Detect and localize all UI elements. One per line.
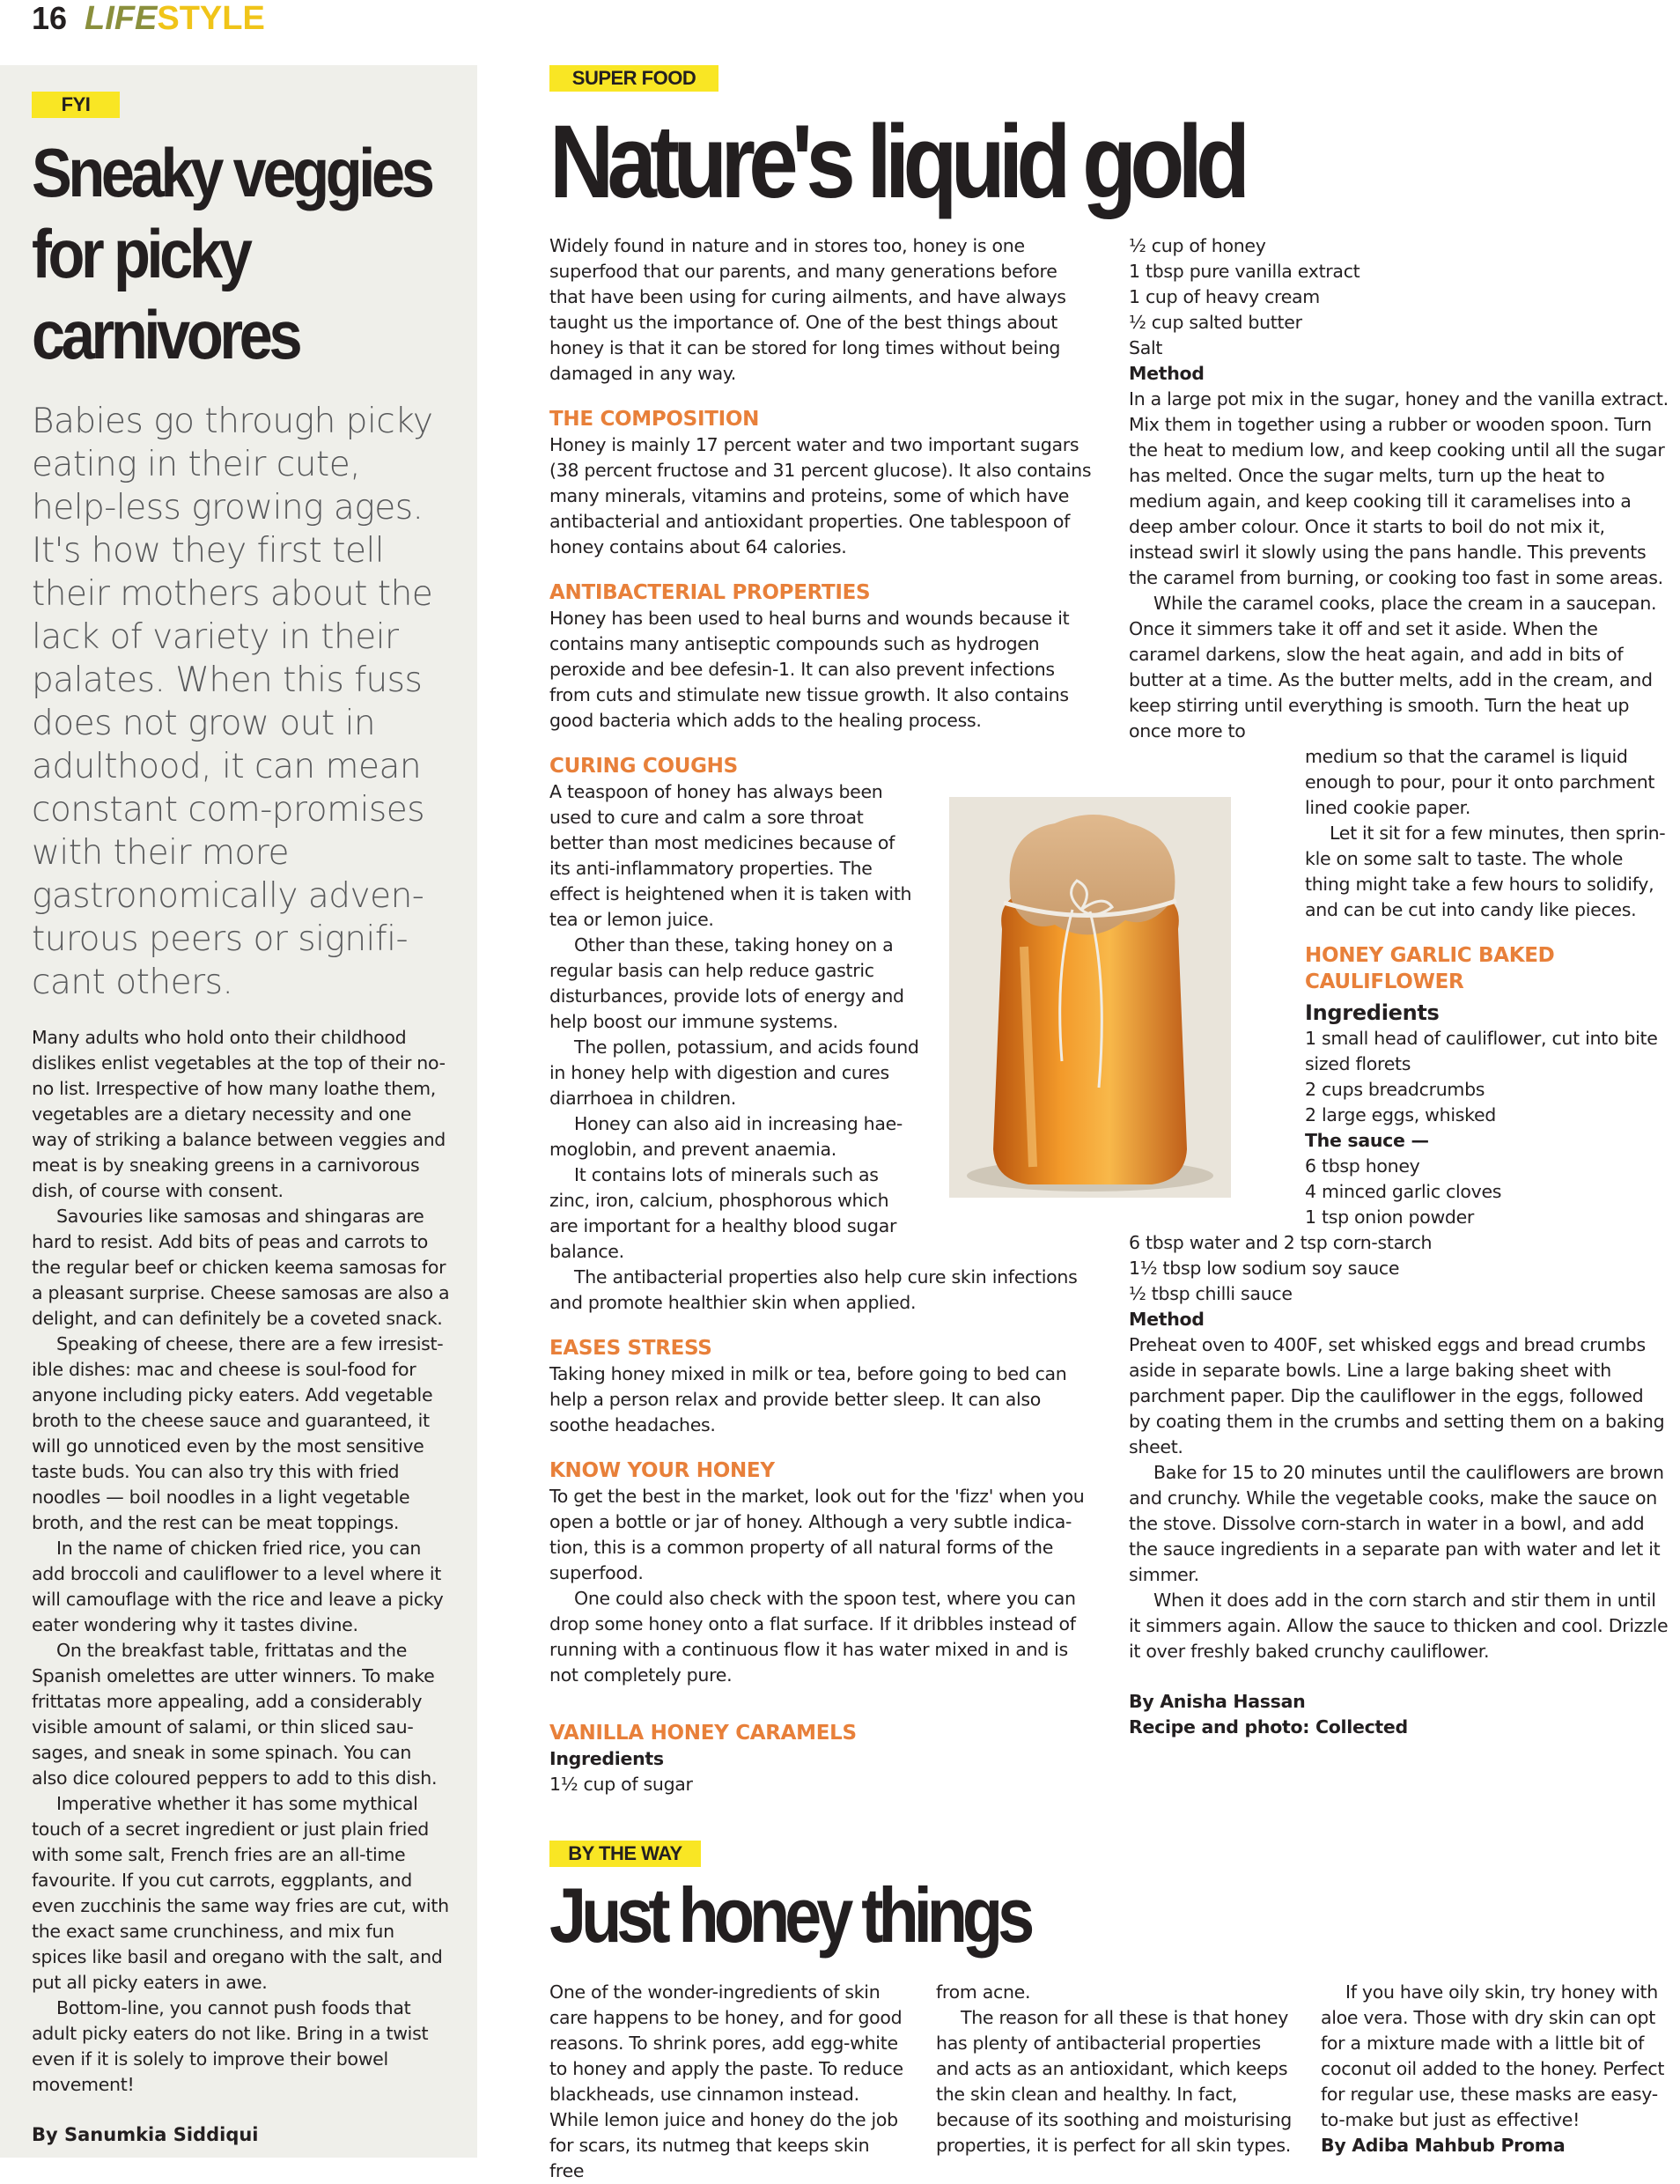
coughs-text: The pollen, potassium, and acids found in honey help with digestion and cures diarrhoea in children.: [549, 1037, 919, 1109]
cauliflower-ingredient: 6 tbsp water and 2 tsp corn-starch: [1129, 1232, 1433, 1253]
sidebar-paragraph: Imperative whether it has some mythical touch of a secret ingredient or just plain fried with some salt, French fries are an all-time favourite. If you cut carrots, eggplants, and even zucchinis the same way fries are cut, with the exact same crunchiness, and mix fun spices like basil and oregano with the salt, and put all picky eaters in awe.: [32, 1793, 449, 1993]
bottom-column-3: [1321, 1980, 1673, 2158]
bottom-column-2: [936, 1980, 1293, 2158]
caramel-ingredient: Salt: [1129, 337, 1163, 358]
cauliflower-ingredient: 1½ tbsp low sodium soy sauce: [1129, 1258, 1400, 1279]
coughs-wrap: [549, 779, 919, 1265]
caramel-ingredient: ½ cup of honey: [1129, 235, 1266, 256]
cauliflower-method: Bake for 15 to 20 minutes until the cauliflowers are brown and crunchy. While the vegetable cooks, make the sauce on the stove. Dissolve corn-starch in water in a bowl, and add the sauce ingredients in a separate pan with water and let it simmer.: [1129, 1462, 1664, 1585]
caramel-method: medium so that the caramel is liquid enough to pour, pour it onto parchment lined cookie paper.: [1305, 746, 1655, 818]
page-number: 16: [32, 0, 68, 36]
section-logo: [85, 0, 265, 38]
page-header: [32, 0, 265, 35]
coughs-heading: CURING COUGHS: [549, 755, 738, 778]
sidebar-body: [32, 1025, 451, 2098]
cauliflower-ingredient: 6 tbsp honey: [1305, 1155, 1420, 1177]
know-text: One could also check with the spoon test, where you can drop some honey onto a flat surface. If it dribbles instead of running with a continuous flow it has water mixed in and is not completely pure.: [549, 1588, 1076, 1686]
cauliflower-ingredient: 1 tsp onion powder: [1305, 1206, 1475, 1228]
cauliflower-ingredient: ½ tbsp chilli sauce: [1129, 1283, 1293, 1304]
sidebar-article: [0, 65, 477, 2158]
bottom-title: Just honey things: [549, 1871, 1030, 1959]
honey-jar-icon: [949, 797, 1231, 1198]
main-article-header: [549, 65, 1668, 220]
know-heading: KNOW YOUR HONEY: [549, 1459, 775, 1482]
caramel-ingredients-label: Ingredients: [549, 1748, 664, 1769]
stress-heading: EASES STRESS: [549, 1337, 712, 1360]
section-logo-style: STYLE: [157, 0, 265, 37]
main-byline: By Anisha Hassan: [1129, 1691, 1306, 1712]
bottom-tag-wrap: [549, 1841, 701, 1867]
cauliflower-ingredient: 4 minced garlic cloves: [1305, 1181, 1502, 1202]
know-text: To get the best in the market, look out for the 'fizz' when you open a bottle or jar of honey. Although a very subtle indica-tion, this is a common property of all natural forms of the superfood.: [549, 1486, 1085, 1583]
main-credit: Recipe and photo: Collected: [1129, 1716, 1408, 1738]
composition-heading: THE COMPOSITION: [549, 408, 760, 431]
coughs-text: It contains lots of minerals such as zinc, iron, calcium, phosphorous which are important for a healthy blood sugar balance.: [549, 1164, 897, 1262]
sidebar-tag: FYI: [32, 92, 120, 118]
bottom-tag: BY THE WAY: [549, 1841, 701, 1867]
caramel-ingredient: 1 cup of heavy cream: [1129, 286, 1320, 307]
bottom-byline: By Adiba Mahbub Proma: [1321, 2135, 1566, 2156]
cauliflower-sauce-label: The sauce —: [1305, 1130, 1429, 1151]
caramel-wrap: [1305, 744, 1669, 1230]
cauliflower-ingredient: 2 large eggs, whisked: [1305, 1104, 1496, 1125]
honey-jar-photo: [949, 797, 1231, 1198]
antibacterial-heading: ANTIBACTERIAL PROPERTIES: [549, 581, 871, 604]
caramel-method: Let it sit for a few minutes, then sprin-kle on some salt to taste. The whole thing might take a few hours to solidify, and can be cut into candy like pieces.: [1305, 823, 1666, 920]
caramel-ingredient: 1½ cup of sugar: [549, 1774, 693, 1795]
sidebar-paragraph: Speaking of cheese, there are a few irresist-ible dishes: mac and cheese is soul-food for anyone including picky eaters. Add vegetable broth to the cheese sauce and guaranteed, it will go unnoticed even by the most sensitive taste buds. You can also try this with fried noodles — boil noodles in a light vegetable broth, and the rest can be meat toppings.: [32, 1333, 444, 1533]
section-logo-life: LIFE: [85, 0, 158, 37]
cauliflower-method-label: Method: [1129, 1309, 1205, 1330]
sidebar-paragraph: In the name of chicken fried rice, you can add broccoli and cauliflower to a level where it will camouflage with the rice and leave a picky eater wondering why it tastes divine.: [32, 1538, 444, 1635]
main-tag: SUPER FOOD: [549, 65, 718, 92]
cauliflower-ingredient: 1 small head of cauliflower, cut into bite sized florets: [1305, 1028, 1658, 1074]
stress-text: Taking honey mixed in milk or tea, before going to bed can help a person relax and provide better sleep. It can also soothe headaches.: [549, 1363, 1067, 1435]
coughs-text: The antibacterial properties also help cure skin infections and promote healthier skin when applied.: [549, 1266, 1078, 1313]
main-intro: Widely found in nature and in stores too, honey is one superfood that our parents, and many generations before that have been using for curing ailments, and have always taught us the importance of. One of the best things about honey is that it can be stored for long times without being damaged in any way.: [549, 235, 1066, 384]
sidebar-paragraph: Savouries like samosas and shingaras are hard to resist. Add bits of peas and carrots to the regular beef or chicken keema samosas for a pleasant surprise. Cheese samosas are also a delight, and can definitely be a coveted snack.: [32, 1206, 450, 1329]
sidebar-byline: By Sanumkia Siddiqui: [32, 2124, 259, 2145]
cauliflower-heading: HONEY GARLIC BAKED CAULIFLOWER: [1305, 944, 1555, 993]
caramel-method-label: Method: [1129, 363, 1205, 384]
composition-text: Honey is mainly 17 percent water and two important sugars (38 percent fructose and 31 percent glucose). It also contains many minerals, vitamins and proteins, some of which have antibacterial and antioxidant properties. One tablespoon of honey contains about 64 calories.: [549, 434, 1092, 557]
coughs-text: Other than these, taking honey on a regular basis can help reduce gastric disturbances, provide lots of energy and help boost our immune systems.: [549, 934, 904, 1032]
cauliflower-ingredients-label: Ingredients: [1305, 1000, 1440, 1025]
cauliflower-ingredient: 2 cups breadcrumbs: [1305, 1079, 1485, 1100]
caramel-heading: VANILLA HONEY CARAMELS: [549, 1722, 857, 1745]
caramel-method: While the caramel cooks, place the cream in a saucepan. Once it simmers take it off and set it aside. When the caramel darkens, slow the heat again, and add in bits of butter at a time. As the butter melts, add in the cream, and keep stirring until everything is smooth. Turn the heat up once more to: [1129, 593, 1657, 742]
caramel-ingredient: ½ cup salted butter: [1129, 312, 1302, 333]
bottom-text: from acne.: [936, 1981, 1031, 2003]
sidebar-title: Sneaky veggies for picky carnivores: [32, 134, 431, 373]
main-title: Nature's liquid gold: [549, 104, 1244, 220]
bottom-text: If you have oily skin, try honey with aloe vera. Those with dry skin can opt for a mixture made with a little bit of coconut oil added to the honey. Perfect for regular use, these masks are easy-to-make but just as effective!: [1321, 1981, 1665, 2130]
sidebar-paragraph: Bottom-line, you cannot push foods that adult picky eaters do not like. Bring in a twist even if it is solely to improve their bowel movement!: [32, 1997, 429, 2095]
sidebar-paragraph: On the breakfast table, frittatas and the Spanish omelettes are utter winners. To make frittatas more appealing, add a considerably visible amount of salami, or thin sliced sau-sages, and sneak in some spinach. You can also dice coloured peppers to add to this dish.: [32, 1640, 438, 1789]
sidebar-deck: Babies go through picky eating in their cute, help-less growing ages. It's how they first tell their mothers about the lack of variety in their palates. When this fuss does not grow out in adulthood, it can mean constant com-promises with their more gastronomically adven-turous peers or signifi-cant others.: [32, 402, 433, 1002]
bottom-column-1: [549, 1980, 906, 2184]
caramel-method: In a large pot mix in the sugar, honey and the vanilla extract. Mix them in together using a rubber or wooden spoon. Turn the heat to medium low, and keep cooking until all the sugar has melted. Once the sugar melts, turn up the heat to medium again, and keep cooking till it caramelises into a deep amber colour. Once it starts to boil do not mix it, instead swirl it slowly using the pans handle. This prevents the caramel from burning, or cooking too fast in some areas.: [1129, 388, 1669, 588]
bottom-text: One of the wonder-ingredients of skin care happens to be honey, and for good reasons. To shrink pores, add egg-white to honey and apply the paste. To reduce blackheads, use cinnamon instead. While lemon juice and honey do the job for scars, its nutmeg that keeps skin free: [549, 1981, 903, 2181]
bottom-text: The reason for all these is that honey has plenty of antibacterial properties and acts as an antioxidant, which keeps the skin clean and healthy. In fact, because of its soothing and moisturising properties, it is perfect for all skin types.: [936, 2007, 1292, 2156]
caramel-ingredient: 1 tbsp pure vanilla extract: [1129, 261, 1360, 282]
antibacterial-text: Honey has been used to heal burns and wounds because it contains many antiseptic compounds such as hydrogen peroxide and bee defesin-1. It can also prevent infections from cuts and stimulate new tissue growth. It also contains good bacteria which adds to the healing process.: [549, 608, 1070, 731]
coughs-text: A teaspoon of honey has always been used to cure and calm a sore throat better than most medicines because of its anti-inflammatory properties. The effect is heightened when it is taken with tea or lemon juice.: [549, 781, 912, 930]
sidebar-paragraph: Many adults who hold onto their childhood dislikes enlist vegetables at the top of their no-no list. Irrespective of how many loathe them, vegetables are a dietary necessity and one way of striking a balance between veggies and meat is by sneaking greens in a carnivorous dish, of course with consent.: [32, 1027, 446, 1201]
cauliflower-method: When it does add in the corn starch and stir them in until it simmers again. Allow the sauce to thicken and cool. Drizzle it over freshly baked crunchy cauliflower.: [1129, 1590, 1669, 1662]
coughs-text: Honey can also aid in increasing hae-moglobin, and prevent anaemia.: [549, 1113, 903, 1160]
cauliflower-method: Preheat oven to 400F, set whisked eggs and bread crumbs aside in separate bowls. Line a large baking sheet with parchment paper. Dip the cauliflower in the eggs, followed by coating them in the crumbs and setting them on a baking sheet.: [1129, 1334, 1665, 1457]
